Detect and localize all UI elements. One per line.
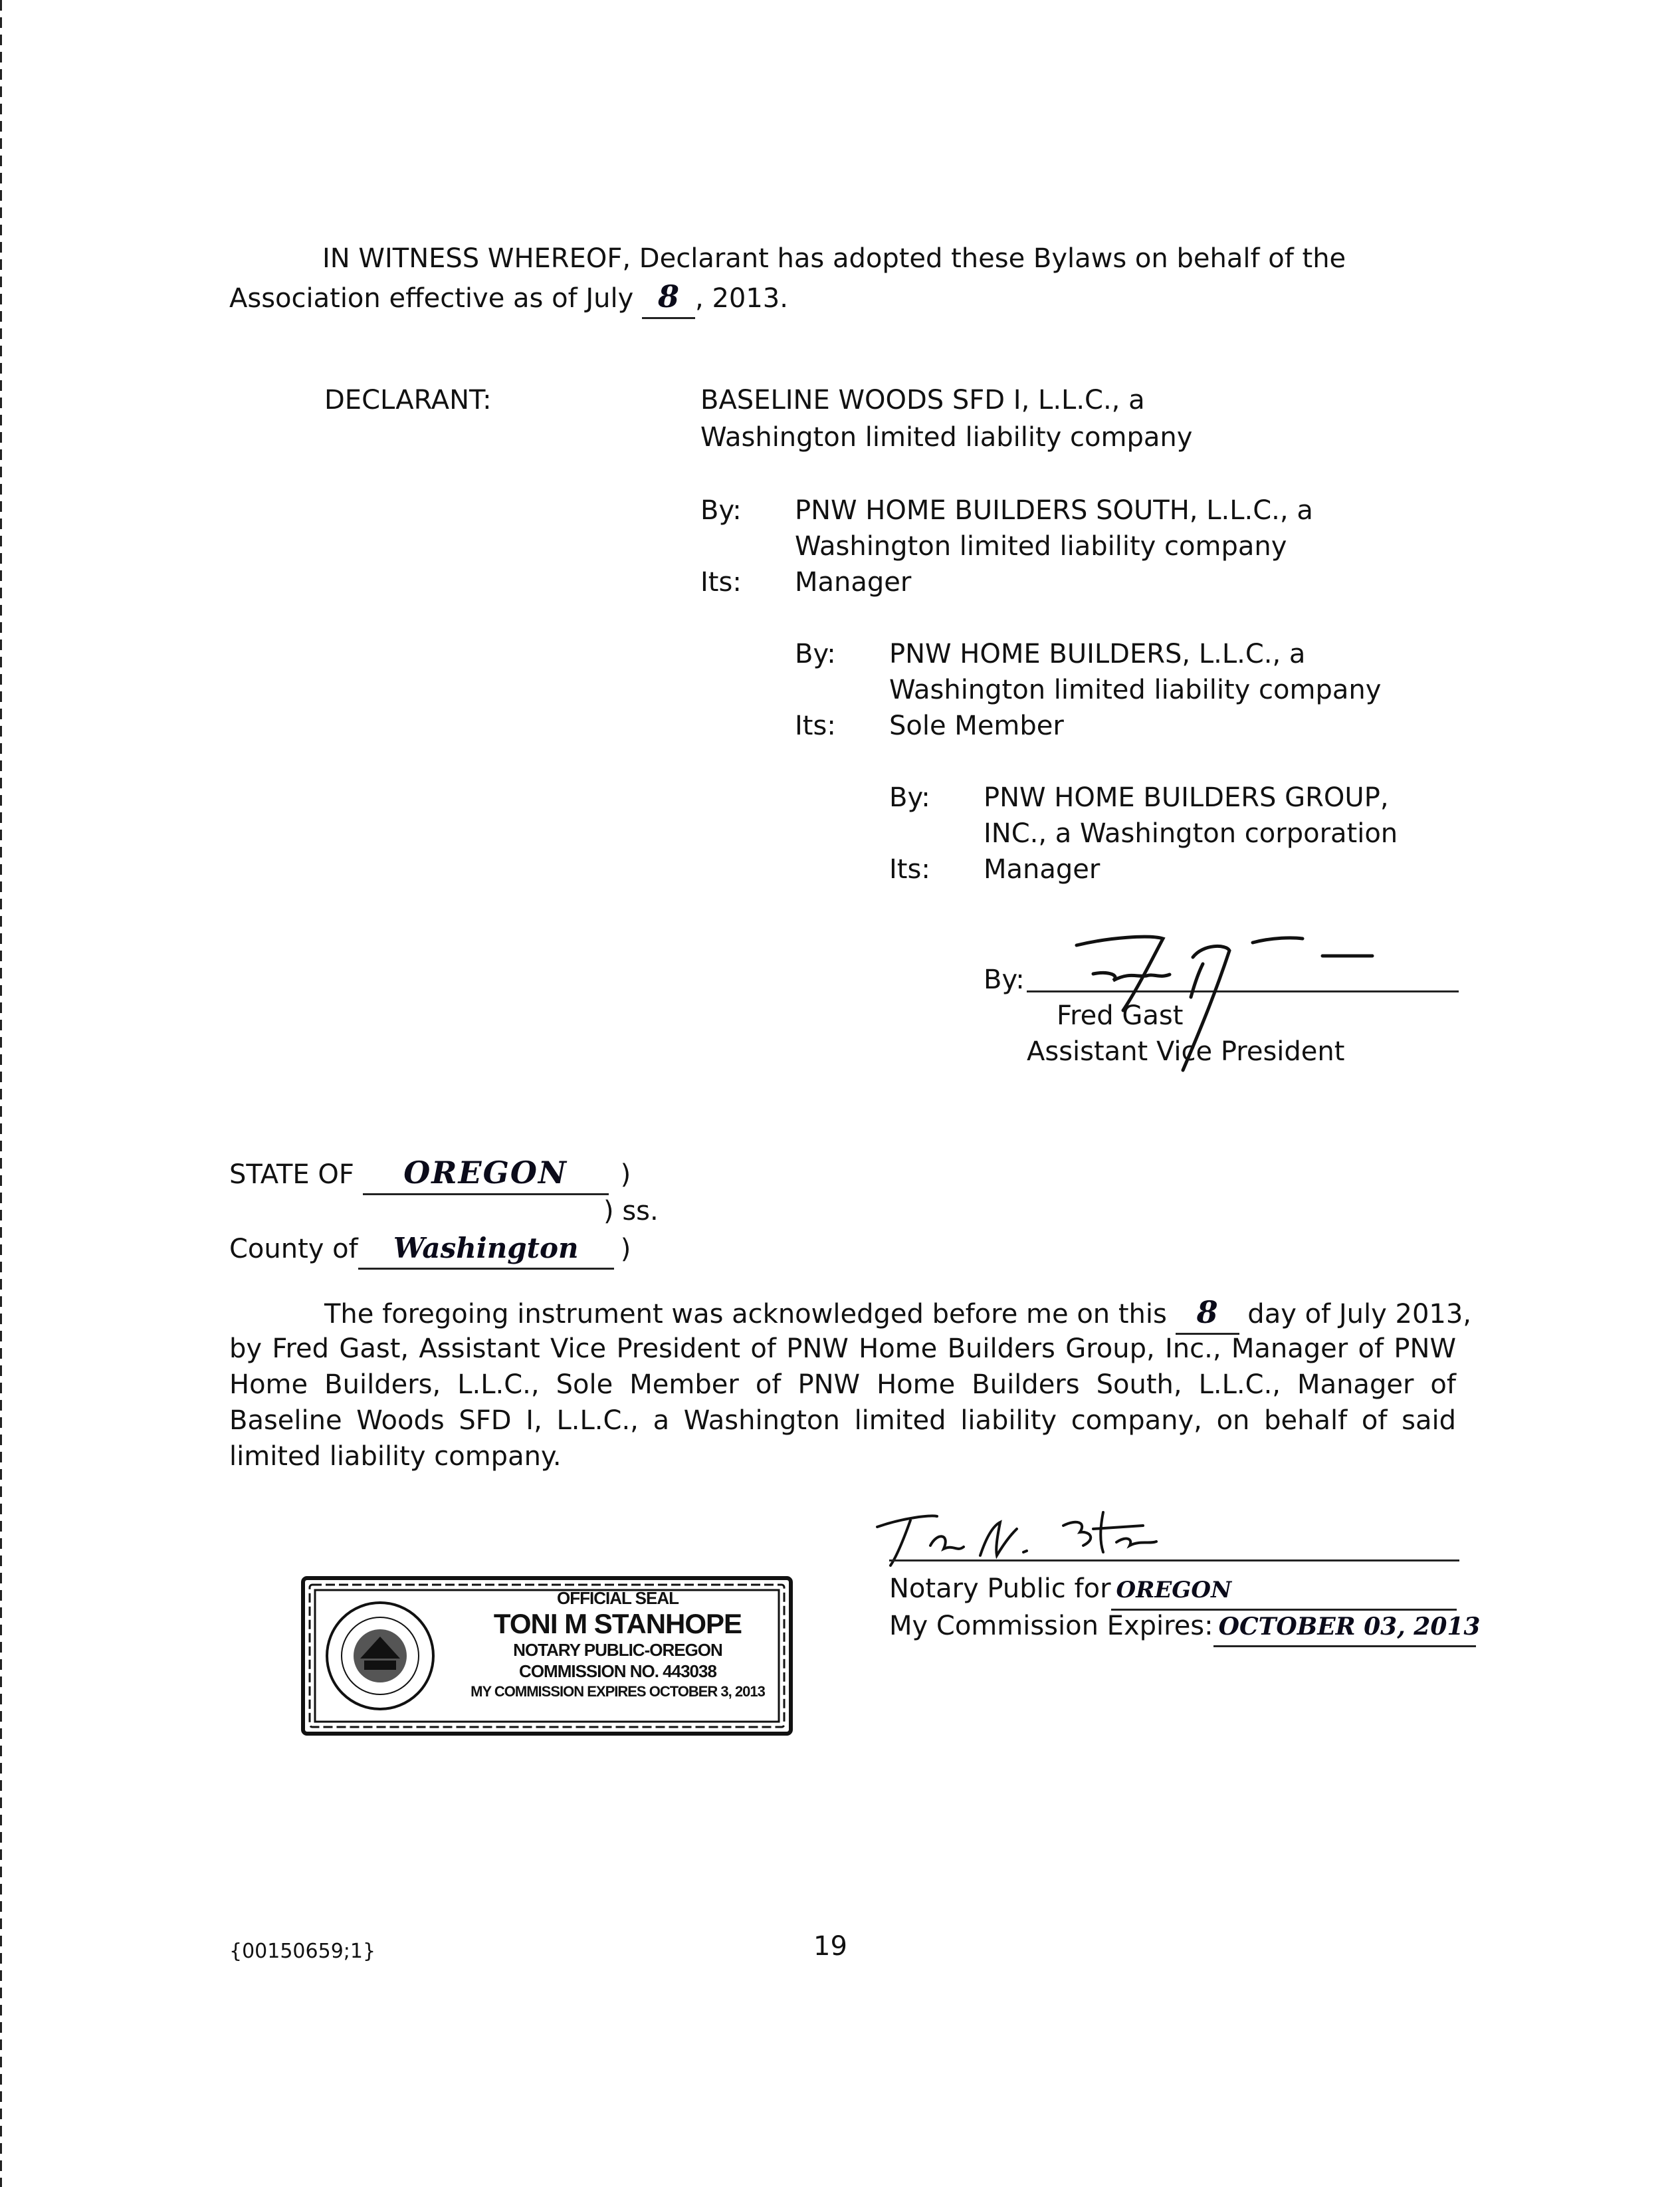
ack-first-line	[324, 1294, 1471, 1335]
seal-notary-state: NOTARY PUBLIC-OREGON	[513, 1640, 722, 1660]
state-blank	[363, 1154, 609, 1195]
ack-intro: The foregoing instrument was acknowledged before me on this	[324, 1299, 1167, 1329]
official-notary-seal	[300, 1575, 793, 1736]
chain2-by-label: By:	[795, 639, 836, 669]
signatory-title: Assistant Vice President	[1027, 1036, 1345, 1067]
chain1-line2: Washington limited liability company	[795, 531, 1287, 562]
witness-year: , 2013.	[695, 283, 788, 314]
chain2-line2: Washington limited liability company	[889, 675, 1382, 705]
signatory-by-label: By:	[984, 965, 1025, 995]
ack-body: by Fred Gast, Assistant Vice President of PNW Home Builders Group, Inc., Manager of PNW Home Builders, L.L.C., Sole Member of PNW Home Builders South, L.L.C., Manager of Baseline Woods SFD I, L.L.C., a Washington limited liability company, on behalf of said limited liability company.	[229, 1333, 1456, 1472]
witness-paragraph	[229, 241, 1454, 277]
chain3-its-value: Manager	[984, 854, 1101, 885]
ack-day-handwritten: 8	[1196, 1294, 1218, 1330]
witness-line1: IN WITNESS WHEREOF, Declarant has adopted these Bylaws on behalf of the	[322, 243, 1346, 274]
county-handwritten: Washington	[393, 1232, 579, 1264]
declarant-entity-line1: BASELINE WOODS SFD I, L.L.C., a	[700, 385, 1145, 415]
chain1-its-value: Manager	[795, 567, 912, 598]
witness-line2	[229, 278, 788, 319]
witness-day-handwritten: 8	[658, 279, 680, 314]
page-number: 19	[813, 1931, 847, 1962]
notary-public-line	[889, 1570, 1457, 1611]
chain3-line1: PNW HOME BUILDERS GROUP,	[984, 782, 1389, 813]
seal-text	[453, 1587, 782, 1702]
notary-public-label: Notary Public for	[889, 1573, 1111, 1604]
county-label: County of	[229, 1234, 358, 1264]
chain2-its-label: Its:	[795, 711, 836, 741]
notary-expires-label: My Commission Expires:	[889, 1611, 1213, 1641]
witness-effective-text: Association effective as of July	[229, 283, 634, 314]
chain1-line1: PNW HOME BUILDERS SOUTH, L.L.C., a	[795, 495, 1313, 526]
footer-doc-id: {00150659;1}	[229, 1940, 376, 1963]
seal-commission-number: COMMISSION NO. 443038	[519, 1661, 716, 1681]
notary-expires-line	[889, 1607, 1481, 1647]
witness-day-blank	[642, 278, 695, 319]
notary-expires-blank	[1213, 1607, 1481, 1647]
signatory-name: Fred Gast	[1057, 1000, 1184, 1031]
chain1-by-label: By:	[700, 495, 742, 526]
chain1-its-label: Its:	[700, 567, 742, 598]
fred-gast-signature	[1037, 917, 1382, 1077]
county-blank	[358, 1230, 614, 1270]
ack-day-blank	[1176, 1294, 1239, 1335]
state-label: STATE OF	[229, 1159, 354, 1190]
chain2-its-value: Sole Member	[889, 711, 1064, 741]
state-handwritten: OREGON	[403, 1155, 568, 1191]
ack-month-year: day of July 2013,	[1247, 1299, 1472, 1329]
declarant-entity-line2: Washington limited liability company	[700, 422, 1193, 453]
seal-expiration: MY COMMISSION EXPIRES OCTOBER 3, 2013	[471, 1683, 765, 1700]
notary-signature-line	[889, 1559, 1459, 1561]
notary-expires-handwritten: OCTOBER 03, 2013	[1218, 1613, 1481, 1641]
ss-label: ) ss.	[603, 1196, 659, 1226]
chain3-its-label: Its:	[889, 854, 930, 885]
scan-edge	[0, 0, 2, 2187]
chain3-line2: INC., a Washington corporation	[984, 818, 1398, 849]
state-line	[229, 1154, 631, 1195]
notary-public-blank	[1111, 1570, 1457, 1611]
county-paren: )	[620, 1234, 631, 1264]
chain3-by-label: By:	[889, 782, 930, 813]
county-line	[229, 1230, 631, 1270]
seal-notary-name: TONI M STANHOPE	[493, 1608, 742, 1639]
declarant-label: DECLARANT:	[324, 385, 492, 415]
chain2-line1: PNW HOME BUILDERS, L.L.C., a	[889, 639, 1306, 669]
seal-title: OFFICIAL SEAL	[557, 1588, 679, 1608]
notary-state-handwritten: OREGON	[1116, 1577, 1232, 1603]
state-paren: )	[620, 1159, 631, 1190]
